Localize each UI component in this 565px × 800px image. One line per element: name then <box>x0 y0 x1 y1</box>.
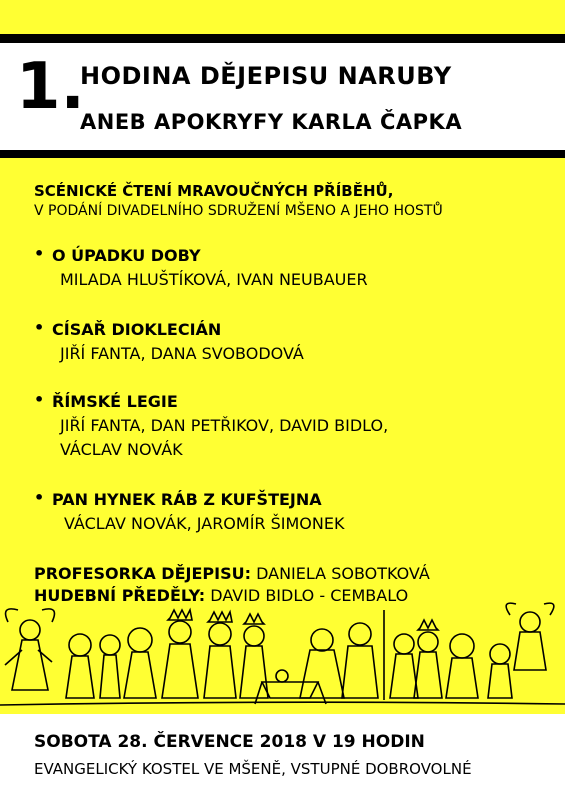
intro-line-1: SCÉNICKÉ ČTENÍ MRAVOUČNÝCH PŘÍBĚHŮ, <box>34 182 394 200</box>
ground-line <box>0 702 565 705</box>
teacher-role <box>34 564 430 583</box>
bullet: • <box>34 244 45 263</box>
king-figure <box>414 620 442 698</box>
story-title: O ÚPADKU DOBY <box>52 246 201 265</box>
angel-figure <box>506 603 554 670</box>
music-name: DAVID BIDLO - CEMBALO <box>210 586 409 605</box>
story-cast-continued: VÁCLAV NOVÁK <box>60 440 183 459</box>
event-date: SOBOTA 28. ČERVENCE 2018 V 19 HODIN <box>34 732 425 752</box>
king-figure <box>204 612 236 698</box>
king-figure <box>162 610 198 698</box>
story-cast: JIŘÍ FANTA, DANA SVOBODOVÁ <box>60 344 304 363</box>
angel-figure <box>5 609 54 690</box>
title-line-2: ANEB APOKRYFY KARLA ČAPKA <box>80 110 463 134</box>
child-figure <box>66 634 94 698</box>
title-line-1: HODINA DĚJEPISU NARUBY <box>80 62 452 90</box>
mid-black-bar <box>0 150 565 158</box>
child-figure <box>488 644 512 698</box>
story-title: CÍSAŘ DIOKLECIÁN <box>52 320 222 339</box>
joseph-figure <box>342 610 384 700</box>
story-title: PAN HYNEK RÁB Z KUFŠTEJNA <box>52 490 322 509</box>
story-cast: JIŘÍ FANTA, DAN PETŘIKOV, DAVID BIDLO, <box>60 416 389 435</box>
bullet: • <box>34 488 45 507</box>
intro-line-2: V PODÁNÍ DIVADELNÍHO SDRUŽENÍ MŠENO A JEHO HOSTŮ <box>34 203 443 219</box>
bullet: • <box>34 390 45 409</box>
mary-figure <box>300 629 344 698</box>
nativity-illustration <box>0 600 565 710</box>
event-place: EVANGELICKÝ KOSTEL VE MŠENĚ, VSTUPNÉ DOBROVOLNÉ <box>34 760 472 778</box>
footer-band <box>0 714 565 800</box>
story-title: ŘÍMSKÉ LEGIE <box>52 392 178 411</box>
episode-number: 1. <box>16 50 85 124</box>
teacher-label: PROFESORKA DĚJEPISU: <box>34 564 251 583</box>
story-cast: VÁCLAV NOVÁK, JAROMÍR ŠIMONEK <box>64 514 345 533</box>
bullet: • <box>34 318 45 337</box>
child-figure <box>100 635 120 698</box>
child-figure <box>124 628 156 698</box>
child-figure <box>446 634 478 698</box>
story-cast: MILADA HLUŠTÍKOVÁ, IVAN NEUBAUER <box>60 270 368 289</box>
top-black-bar <box>0 34 565 43</box>
child-figure <box>390 634 418 698</box>
teacher-name: DANIELA SOBOTKOVÁ <box>256 564 430 583</box>
music-label: HUDEBNÍ PŘEDĚLY: <box>34 586 206 605</box>
